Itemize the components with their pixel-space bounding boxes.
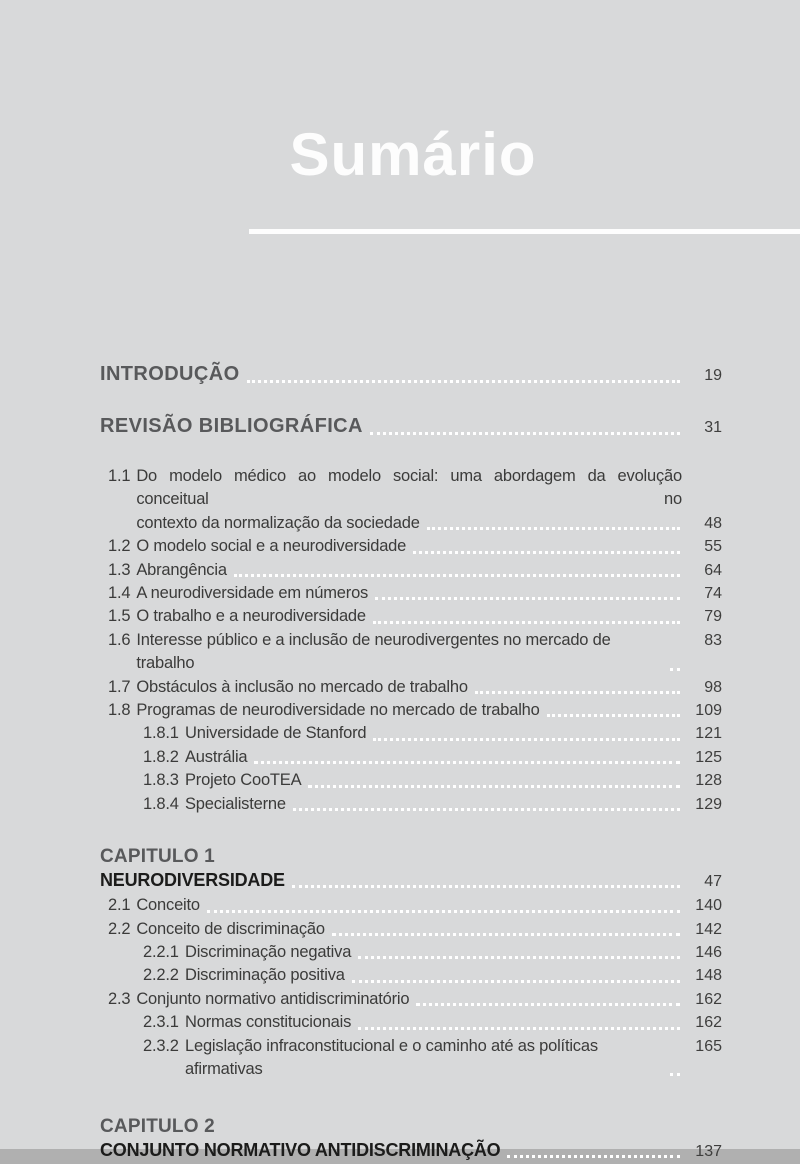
dot-leader — [475, 691, 680, 694]
entry-number: 1.4 — [108, 584, 131, 603]
dot-leader — [373, 738, 680, 741]
chapter-label: CAPITULO 1 — [100, 846, 215, 868]
toc-entry — [100, 699, 722, 722]
entry-number: 1.8.3 — [143, 771, 179, 790]
dot-leader — [293, 808, 680, 811]
entry-number: 2.3.1 — [143, 1013, 179, 1032]
toc-front-entry — [100, 413, 722, 441]
entry-number: 1.1 — [108, 467, 131, 485]
page-number: 165 — [695, 1037, 722, 1055]
entry-label: INTRODUÇÃO — [100, 363, 240, 385]
entry-text: Austrália — [185, 747, 248, 766]
toc-front-entry — [100, 361, 722, 389]
dot-leader — [375, 597, 680, 600]
entry-number: 2.3 — [108, 989, 131, 1008]
dot-leader — [373, 621, 680, 624]
entry-number: 2.2 — [108, 919, 131, 938]
toc-entry — [100, 988, 722, 1011]
dot-leader — [292, 885, 680, 888]
toc-entry — [100, 941, 722, 964]
entry-text: Interesse público e a inclusão de neurodivergentes no mercado de trabalho — [136, 630, 611, 673]
entry-text: Conjunto normativo antidiscriminatório — [136, 989, 410, 1008]
dot-leader — [427, 527, 680, 530]
entry-text-line: Do modelo médico ao modelo social: uma abordagem da evolução conceitual no — [136, 467, 682, 509]
entry-text: Conceito — [136, 896, 200, 915]
dot-leader — [308, 785, 680, 788]
page-number: 55 — [704, 538, 722, 556]
toc-entry — [100, 676, 722, 699]
dot-leader — [507, 1155, 680, 1158]
entry-text: A neurodiversidade em números — [136, 584, 369, 603]
toc-entry — [100, 559, 722, 582]
dot-leader — [234, 574, 680, 577]
entry-number: 1.7 — [108, 677, 131, 696]
entry-text: Normas constitucionais — [185, 1013, 352, 1032]
page-number: 64 — [704, 561, 722, 579]
page-number: 109 — [695, 702, 722, 720]
dot-leader — [670, 668, 680, 671]
entry-text — [136, 465, 682, 535]
toc-entry — [100, 605, 722, 628]
page-number: 19 — [704, 367, 722, 384]
entry-text: Legislação infraconstitucional e o caminho até as políticas afirmativas — [185, 1036, 598, 1078]
entry-number: 2.3.2 — [143, 1036, 179, 1055]
toc-entry — [100, 722, 722, 745]
entry-text: Projeto CooTEA — [185, 771, 302, 790]
entry-number: 1.8.1 — [143, 724, 179, 743]
page-number: 162 — [695, 1014, 722, 1032]
chapter-title — [100, 868, 722, 894]
title-underline — [249, 229, 800, 234]
entry-text-line — [136, 512, 682, 535]
toc-entry — [100, 1035, 722, 1082]
page-number: 121 — [695, 725, 722, 743]
page-number: 48 — [704, 514, 722, 532]
dot-leader — [670, 1073, 680, 1076]
page-number: 128 — [695, 772, 722, 790]
entry-label: CONJUNTO NORMATIVO ANTIDISCRIMINAÇÃO — [100, 1140, 501, 1161]
dot-leader — [370, 432, 680, 435]
entry-number: 2.1 — [108, 896, 131, 915]
entry-number: 1.5 — [108, 607, 131, 626]
entry-text-line-2: contexto da normalização da sociedade — [136, 513, 420, 532]
page-number: 148 — [695, 967, 722, 985]
page-number: 146 — [695, 943, 722, 961]
entry-label: NEURODIVERSIDADE — [100, 870, 285, 891]
dot-leader — [413, 551, 680, 554]
dot-leader — [332, 933, 680, 936]
page-number: 129 — [695, 795, 722, 813]
page-number: 98 — [704, 678, 722, 696]
dot-leader — [358, 956, 680, 959]
toc-entry — [100, 793, 722, 816]
page-number: 74 — [704, 585, 722, 603]
page-number: 31 — [704, 419, 722, 436]
dot-leader — [254, 761, 680, 764]
entry-text: O trabalho e a neurodiversidade — [136, 607, 366, 626]
page-number: 140 — [695, 897, 722, 915]
entry-number: 1.2 — [108, 537, 131, 556]
toc-entry — [100, 465, 722, 535]
chapter-title — [100, 1138, 722, 1164]
toc-entry — [100, 535, 722, 558]
toc-entry — [100, 918, 722, 941]
toc-entry — [100, 964, 722, 987]
toc-entry — [100, 769, 722, 792]
page-number: 47 — [704, 873, 722, 891]
dot-leader — [247, 380, 680, 383]
entry-text: Universidade de Stanford — [185, 724, 367, 743]
entry-text: Specialisterne — [185, 794, 286, 813]
entry-text: Conceito de discriminação — [136, 919, 325, 938]
entry-text: Programas de neurodiversidade no mercado de trabalho — [136, 701, 540, 720]
dot-leader — [207, 910, 680, 913]
toc-entry — [100, 1011, 722, 1034]
entry-number: 1.8.2 — [143, 747, 179, 766]
entry-number: 1.8.4 — [143, 794, 179, 813]
chapter-label: CAPITULO 2 — [100, 1116, 215, 1138]
page-number: 83 — [704, 631, 722, 649]
chapter-section — [100, 1116, 722, 1164]
entry-number: 2.2.2 — [143, 966, 179, 985]
page-number: 79 — [704, 608, 722, 626]
entry-number: 1.6 — [108, 630, 131, 649]
dot-leader — [352, 980, 680, 983]
toc-entry — [100, 629, 722, 676]
page-title: Sumário — [289, 121, 537, 188]
entry-number: 1.3 — [108, 560, 131, 579]
toc-entry — [100, 894, 722, 917]
dot-leader — [358, 1027, 680, 1030]
toc-entry — [100, 582, 722, 605]
dot-leader — [547, 714, 680, 717]
page-number: 142 — [695, 920, 722, 938]
entry-text: O modelo social e a neurodiversidade — [136, 537, 407, 556]
entry-number: 2.2.1 — [143, 942, 179, 961]
entry-text: Abrangência — [136, 560, 227, 579]
page-number: 162 — [695, 990, 722, 1008]
page-number: 125 — [695, 748, 722, 766]
page-number: 137 — [695, 1143, 722, 1161]
entry-label: REVISÃO BIBLIOGRÁFICA — [100, 415, 363, 437]
table-of-contents — [100, 361, 722, 1164]
chapter-section — [100, 846, 722, 894]
dot-leader — [416, 1003, 680, 1006]
entry-text: Obstáculos à inclusão no mercado de trabalho — [136, 677, 468, 696]
entry-text: Discriminação positiva — [185, 966, 345, 985]
entry-number: 1.8 — [108, 701, 131, 720]
entry-text: Discriminação negativa — [185, 942, 352, 961]
toc-entry — [100, 746, 722, 769]
